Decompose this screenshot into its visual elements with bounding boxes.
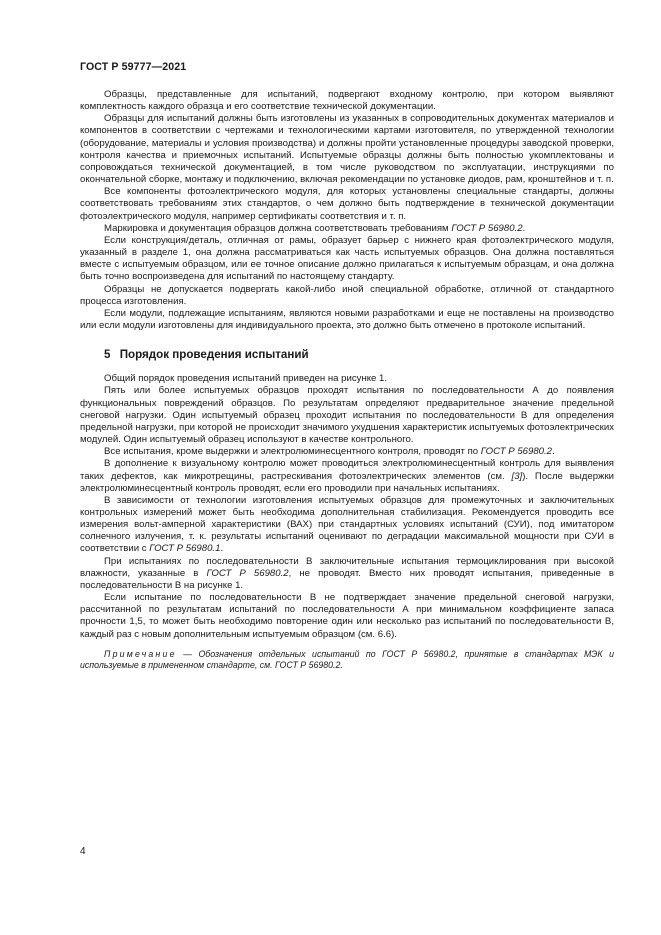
paragraph: Все компоненты фотоэлектрического модуля, для которых установлены специальные стандарты, должны соответствовать требованиям этих стандартов, о чем должно быть подтверждение в технической документации фотоэлектрического модуля, например сертификаты соответствия и т. п. [80, 186, 614, 222]
paragraph-all-tests [80, 446, 614, 458]
standard-reference: ГОСТ Р 56980.2 [480, 446, 553, 458]
paragraph-text: При испытаниях по последовательности В заключительные испытания термоциклирования при высокой влажности, указанные в [80, 555, 614, 579]
paragraph-text: Все испытания, кроме выдержки и электролюминесцентного контроля, проводят по [104, 446, 481, 458]
paragraph-text: В дополнение к визуальному контролю может проводиться электролюминесцентный контроль для выявления таких дефектов, как микротрещины, растрескивания фотоэлектрических элементов (см. [80, 458, 614, 482]
standard-reference: ГОСТ Р 56980.1 [149, 543, 221, 555]
document-header: ГОСТ Р 59777—2021 [80, 61, 187, 73]
paragraph-visual-control [80, 458, 614, 494]
paragraph: Образцы не допускается подвергать какой-либо иной специальной обработке, отличной от стандартного процесса изготовления. [80, 283, 614, 307]
paragraph-text: В зависимости от технологии изготовления испытуемых образцов для промежуточных и заключительных контрольных измерений может быть необходима дополнительная стабилизация. Рекомендуется проводить все измерения вольт-амперной характеристики (ВАХ) при стандартных условиях испытаний (СУИ), под имитатором солнечного излучения, т. к. результаты испытаний оценивают по деградации максимальной мощности при СУИ в соответствии с [80, 494, 614, 555]
paragraph-text-end: . [220, 543, 224, 555]
paragraph-technology [80, 495, 614, 556]
note-text: — Обозначения отдельных испытаний по ГОСТ Р 56980.2, принятые в стандартах МЭК и используемые в примененном стандарте, см. ГОСТ Р 56980.2. [80, 648, 614, 671]
note [80, 649, 614, 672]
section-title: Порядок проведения испытаний [119, 348, 309, 362]
paragraph: Общий порядок проведения испытаний приведен на рисунке 1. [104, 373, 388, 385]
paragraph-text-end: ). После выдержки электролюминесцентный контроль проводят, если его проводили при начальных испытаниях. [80, 470, 614, 494]
paragraph-marking [80, 223, 614, 235]
standard-reference: ГОСТ Р 56980.2 [451, 222, 523, 234]
paragraph-text-end: . [522, 222, 526, 234]
paragraph-text: Маркировка и документация образцов должна соответствовать требованиям [104, 222, 452, 234]
paragraph: Если конструкция/деталь, отличная от рамы, образует барьер с нижнего края фотоэлектрического модуля, указанный в разделе 1, она должна рассматриваться как часть испытуемых образцов. Она должна поставляться вместе с испытуемым образцом, или ее точное описание должно прилагаться к испытуемым образцам, и она должна быть точно воспроизведена для испытаний по настоящему стандарту. [80, 234, 614, 283]
standard-reference: ГОСТ Р 56980.2 [206, 567, 289, 579]
page-number: 4 [80, 846, 86, 857]
paragraph-final-tests [80, 556, 614, 592]
bibliography-reference: [3] [511, 470, 523, 482]
paragraph: Если модули, подлежащие испытаниям, являются новыми разработками и еще не поставлены на производство или если модули изготовлены для индивидуального проекта, это должно быть отмечено в протоколе испытаний. [80, 307, 614, 331]
paragraph-text-end: , не проводят. Вместо них проводят испытания, приведенные в последовательности В на рисунке 1. [80, 567, 614, 591]
note-label: Примечание [104, 648, 177, 659]
document-body [80, 89, 614, 672]
section-heading [104, 349, 614, 361]
paragraph: Образцы для испытаний должны быть изготовлены из указанных в сопроводительных документах материалов и компонентов в соответствии с чертежами и технологическими картами изготовителя, по утвержденной технологии (оборудование, материалы и условия производства) и должны пройти установленные процедуры заводской проверки, контроля качества и приемочных испытаний. Испытуемые образцы должны быть полностью укомплектованы и сопровождаться технической документацией, в том числе руководством по эксплуатации, инструкциями по окончательной сборке, монтажу и подключению, включая рекомендации по установке диодов, рам, кронштейнов и т. п. [80, 113, 614, 186]
section-number: 5 [104, 348, 111, 362]
paragraph-text-end: . [552, 446, 555, 458]
paragraph: Образцы, представленные для испытаний, подвергают входному контролю, при котором выявляют комплектность каждого образца и его соответствие технической документации. [80, 89, 614, 113]
paragraph: Если испытание по последовательности В не подтверждает значение предельной снеговой нагрузки, рассчитанной по результатам испытаний по последовательности А при минимальном коэффициенте запаса прочности 1,5, то может быть необходимо повторение один или несколько раз испытаний по последовательности В, каждый раз с новым дополнительным испытуемым образцом (см. 6.6). [80, 592, 614, 640]
paragraph: Пять или более испытуемых образцов проходят испытания по последовательности А до появления функциональных повреждений образцов. По результатам определяют предварительное значение предельной снеговой нагрузки. Один испытуемый образец проходит испытания по последовательности В для определения предельной нагрузки, при которой не происходит значимого ухудшения характеристик испытуемых фотоэлектрических модулей. Один испытуемый образец используют в качестве контрольного. [80, 385, 614, 446]
